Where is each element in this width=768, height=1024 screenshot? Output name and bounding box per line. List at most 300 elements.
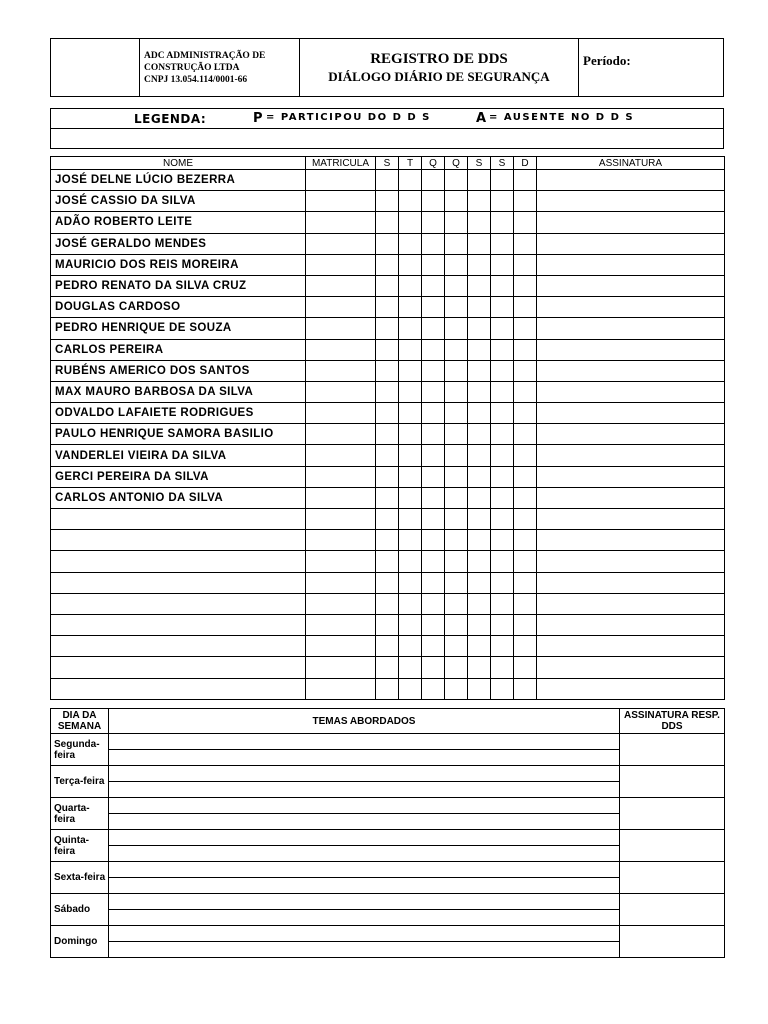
employee-name: CARLOS ANTONIO DA SILVA xyxy=(51,487,306,508)
attendance-day-cell[interactable] xyxy=(376,593,399,614)
attendance-day-cell[interactable] xyxy=(445,678,468,699)
attendance-day-cell[interactable] xyxy=(422,551,445,572)
responsible-signature-cell[interactable] xyxy=(620,734,725,766)
attendance-day-cell[interactable] xyxy=(514,530,537,551)
matricula-cell[interactable] xyxy=(306,614,376,635)
attendance-day-cell[interactable] xyxy=(445,254,468,275)
responsible-signature-cell[interactable] xyxy=(620,766,725,798)
table-row xyxy=(51,297,725,318)
attendance-day-cell[interactable] xyxy=(514,614,537,635)
attendance-day-cell[interactable] xyxy=(399,339,422,360)
attendance-day-cell[interactable] xyxy=(514,572,537,593)
weekday-label: Domingo xyxy=(51,926,109,958)
attendance-day-cell[interactable] xyxy=(422,678,445,699)
attendance-day-cell[interactable] xyxy=(468,318,491,339)
matricula-cell[interactable] xyxy=(306,424,376,445)
attendance-day-cell[interactable] xyxy=(514,636,537,657)
attendance-day-cell[interactable] xyxy=(399,445,422,466)
attendance-day-cell[interactable] xyxy=(422,466,445,487)
col-temas: TEMAS ABORDADOS xyxy=(109,709,620,734)
attendance-day-cell[interactable] xyxy=(445,509,468,530)
attendance-day-cell[interactable] xyxy=(491,170,514,191)
attendance-day-cell[interactable] xyxy=(491,593,514,614)
attendance-day-cell[interactable] xyxy=(399,636,422,657)
attendance-day-cell[interactable] xyxy=(491,233,514,254)
attendance-day-cell[interactable] xyxy=(514,678,537,699)
attendance-day-cell[interactable] xyxy=(422,360,445,381)
signature-cell[interactable] xyxy=(537,254,725,275)
col-day-ter: T xyxy=(399,157,422,170)
theme-line[interactable] xyxy=(109,750,620,766)
attendance-day-cell[interactable] xyxy=(376,381,399,402)
attendance-day-cell[interactable] xyxy=(468,445,491,466)
employee-name xyxy=(51,530,306,551)
attendance-day-cell[interactable] xyxy=(445,275,468,296)
signature-cell[interactable] xyxy=(537,551,725,572)
signature-cell[interactable] xyxy=(537,487,725,508)
attendance-day-cell[interactable] xyxy=(514,191,537,212)
matricula-cell[interactable] xyxy=(306,191,376,212)
theme-line[interactable] xyxy=(109,814,620,830)
attendance-day-cell[interactable] xyxy=(491,360,514,381)
attendance-day-cell[interactable] xyxy=(376,678,399,699)
attendance-day-cell[interactable] xyxy=(514,466,537,487)
employee-name xyxy=(51,614,306,635)
attendance-day-cell[interactable] xyxy=(399,424,422,445)
attendance-day-cell[interactable] xyxy=(514,403,537,424)
attendance-day-cell[interactable] xyxy=(376,551,399,572)
attendance-day-cell[interactable] xyxy=(376,657,399,678)
attendance-day-cell[interactable] xyxy=(399,212,422,233)
attendance-day-cell[interactable] xyxy=(376,466,399,487)
attendance-day-cell[interactable] xyxy=(445,466,468,487)
matricula-cell[interactable] xyxy=(306,212,376,233)
attendance-day-cell[interactable] xyxy=(422,275,445,296)
signature-cell[interactable] xyxy=(537,509,725,530)
company-name-line1: ADC ADMINISTRAÇÃO DE xyxy=(144,50,266,61)
attendance-day-cell[interactable] xyxy=(468,170,491,191)
attendance-day-cell[interactable] xyxy=(376,360,399,381)
table-row xyxy=(51,487,725,508)
attendance-day-cell[interactable] xyxy=(468,212,491,233)
col-day-sab: S xyxy=(491,157,514,170)
matricula-cell[interactable] xyxy=(306,593,376,614)
attendance-day-cell[interactable] xyxy=(468,678,491,699)
attendance-day-cell[interactable] xyxy=(422,509,445,530)
matricula-cell[interactable] xyxy=(306,381,376,402)
theme-line[interactable] xyxy=(109,894,620,910)
theme-line[interactable] xyxy=(109,878,620,894)
attendance-day-cell[interactable] xyxy=(399,572,422,593)
attendance-day-cell[interactable] xyxy=(514,657,537,678)
attendance-day-cell[interactable] xyxy=(468,509,491,530)
attendance-day-cell[interactable] xyxy=(399,275,422,296)
legend-p-key: P xyxy=(253,111,263,126)
attendance-day-cell[interactable] xyxy=(422,657,445,678)
theme-line[interactable] xyxy=(109,782,620,798)
logo-cell xyxy=(51,39,140,97)
table-row xyxy=(51,572,725,593)
attendance-day-cell[interactable] xyxy=(491,445,514,466)
attendance-day-cell[interactable] xyxy=(514,445,537,466)
attendance-day-cell[interactable] xyxy=(445,445,468,466)
attendance-day-cell[interactable] xyxy=(468,551,491,572)
attendance-day-cell[interactable] xyxy=(422,191,445,212)
attendance-day-cell[interactable] xyxy=(422,297,445,318)
weekday-label: Sábado xyxy=(51,894,109,926)
weekday-label: Quinta-feira xyxy=(51,830,109,862)
table-row xyxy=(51,233,725,254)
attendance-day-cell[interactable] xyxy=(422,233,445,254)
col-assinatura-resp: ASSINATURA RESP. DDS xyxy=(620,709,725,734)
signature-cell[interactable] xyxy=(537,424,725,445)
company-name-line2: CONSTRUÇÃO LTDA xyxy=(144,62,240,73)
weekday-label: Terça-feira xyxy=(51,766,109,798)
signature-cell[interactable] xyxy=(537,445,725,466)
attendance-day-cell[interactable] xyxy=(399,678,422,699)
responsible-signature-cell[interactable] xyxy=(620,798,725,830)
attendance-day-cell[interactable] xyxy=(445,424,468,445)
attendance-day-cell[interactable] xyxy=(376,275,399,296)
signature-cell[interactable] xyxy=(537,191,725,212)
attendance-day-cell[interactable] xyxy=(514,275,537,296)
signature-cell[interactable] xyxy=(537,212,725,233)
attendance-day-cell[interactable] xyxy=(376,614,399,635)
employee-name xyxy=(51,593,306,614)
attendance-day-cell[interactable] xyxy=(468,275,491,296)
weekday-row xyxy=(51,766,725,782)
attendance-day-cell[interactable] xyxy=(491,212,514,233)
col-day-sex: S xyxy=(468,157,491,170)
signature-cell[interactable] xyxy=(537,381,725,402)
attendance-day-cell[interactable] xyxy=(376,445,399,466)
attendance-day-cell[interactable] xyxy=(399,403,422,424)
attendance-day-cell[interactable] xyxy=(468,572,491,593)
responsible-signature-cell[interactable] xyxy=(620,862,725,894)
signature-cell[interactable] xyxy=(537,360,725,381)
attendance-day-cell[interactable] xyxy=(376,170,399,191)
attendance-day-cell[interactable] xyxy=(376,487,399,508)
legend-label: LEGENDA: xyxy=(134,112,207,126)
matricula-cell[interactable] xyxy=(306,678,376,699)
attendance-day-cell[interactable] xyxy=(491,572,514,593)
attendance-day-cell[interactable] xyxy=(376,403,399,424)
attendance-day-cell[interactable] xyxy=(491,487,514,508)
attendance-day-cell[interactable] xyxy=(422,318,445,339)
attendance-day-cell[interactable] xyxy=(445,593,468,614)
employee-name: MAX MAURO BARBOSA DA SILVA xyxy=(51,381,306,402)
attendance-day-cell[interactable] xyxy=(445,381,468,402)
attendance-day-cell[interactable] xyxy=(399,381,422,402)
legend-blank-row[interactable] xyxy=(51,129,724,149)
table-row xyxy=(51,530,725,551)
matricula-cell[interactable] xyxy=(306,318,376,339)
attendance-day-cell[interactable] xyxy=(399,487,422,508)
attendance-day-cell[interactable] xyxy=(376,636,399,657)
attendance-day-cell[interactable] xyxy=(445,403,468,424)
attendance-day-cell[interactable] xyxy=(422,212,445,233)
attendance-day-cell[interactable] xyxy=(514,424,537,445)
attendance-day-cell[interactable] xyxy=(399,593,422,614)
attendance-day-cell[interactable] xyxy=(422,636,445,657)
attendance-day-cell[interactable] xyxy=(514,509,537,530)
attendance-day-cell[interactable] xyxy=(514,593,537,614)
attendance-day-cell[interactable] xyxy=(491,657,514,678)
weekly-topics-table xyxy=(50,708,725,958)
responsible-signature-cell[interactable] xyxy=(620,926,725,958)
theme-line[interactable] xyxy=(109,910,620,926)
signature-cell[interactable] xyxy=(537,572,725,593)
attendance-day-cell[interactable] xyxy=(468,466,491,487)
table-row xyxy=(51,593,725,614)
matricula-cell[interactable] xyxy=(306,636,376,657)
attendance-day-cell[interactable] xyxy=(422,381,445,402)
matricula-cell[interactable] xyxy=(306,487,376,508)
col-matricula: MATRICULA xyxy=(306,157,376,170)
attendance-day-cell[interactable] xyxy=(445,318,468,339)
responsible-signature-cell[interactable] xyxy=(620,894,725,926)
attendance-day-cell[interactable] xyxy=(399,657,422,678)
table-row xyxy=(51,678,725,699)
attendance-day-cell[interactable] xyxy=(399,360,422,381)
attendance-day-cell[interactable] xyxy=(376,572,399,593)
matricula-cell[interactable] xyxy=(306,551,376,572)
attendance-day-cell[interactable] xyxy=(399,297,422,318)
theme-line[interactable] xyxy=(109,798,620,814)
attendance-day-cell[interactable] xyxy=(399,614,422,635)
attendance-day-cell[interactable] xyxy=(514,254,537,275)
theme-line[interactable] xyxy=(109,942,620,958)
attendance-day-cell[interactable] xyxy=(468,381,491,402)
attendance-day-cell[interactable] xyxy=(422,403,445,424)
table-row xyxy=(51,403,725,424)
signature-cell[interactable] xyxy=(537,614,725,635)
attendance-day-cell[interactable] xyxy=(445,487,468,508)
attendance-day-cell[interactable] xyxy=(422,614,445,635)
attendance-day-cell[interactable] xyxy=(468,297,491,318)
employee-name: RUBÉNS AMERICO DOS SANTOS xyxy=(51,360,306,381)
matricula-cell[interactable] xyxy=(306,275,376,296)
attendance-day-cell[interactable] xyxy=(445,614,468,635)
attendance-day-cell[interactable] xyxy=(399,551,422,572)
attendance-day-cell[interactable] xyxy=(468,530,491,551)
attendance-day-cell[interactable] xyxy=(468,593,491,614)
signature-cell[interactable] xyxy=(537,593,725,614)
attendance-day-cell[interactable] xyxy=(445,360,468,381)
matricula-cell[interactable] xyxy=(306,360,376,381)
attendance-day-cell[interactable] xyxy=(399,191,422,212)
col-assinatura: ASSINATURA xyxy=(537,157,725,170)
attendance-day-cell[interactable] xyxy=(399,170,422,191)
attendance-day-cell[interactable] xyxy=(491,318,514,339)
matricula-cell[interactable] xyxy=(306,445,376,466)
attendance-day-cell[interactable] xyxy=(376,318,399,339)
attendance-day-cell[interactable] xyxy=(514,360,537,381)
document-title xyxy=(300,39,579,97)
signature-cell[interactable] xyxy=(537,530,725,551)
attendance-day-cell[interactable] xyxy=(514,170,537,191)
matricula-cell[interactable] xyxy=(306,403,376,424)
attendance-day-cell[interactable] xyxy=(514,318,537,339)
employee-name: ADÃO ROBERTO LEITE xyxy=(51,212,306,233)
theme-line[interactable] xyxy=(109,846,620,862)
attendance-day-cell[interactable] xyxy=(399,318,422,339)
legend-p-text: = PARTICIPOU DO D D S xyxy=(266,112,431,123)
attendance-day-cell[interactable] xyxy=(514,551,537,572)
signature-cell[interactable] xyxy=(537,297,725,318)
attendance-day-cell[interactable] xyxy=(445,636,468,657)
table-row xyxy=(51,339,725,360)
attendance-day-cell[interactable] xyxy=(468,487,491,508)
attendance-day-cell[interactable] xyxy=(468,191,491,212)
matricula-cell[interactable] xyxy=(306,297,376,318)
attendance-day-cell[interactable] xyxy=(491,381,514,402)
attendance-day-cell[interactable] xyxy=(422,593,445,614)
attendance-day-cell[interactable] xyxy=(445,339,468,360)
theme-line[interactable] xyxy=(109,862,620,878)
theme-line[interactable] xyxy=(109,734,620,750)
attendance-day-cell[interactable] xyxy=(468,403,491,424)
attendance-day-cell[interactable] xyxy=(422,530,445,551)
attendance-day-cell[interactable] xyxy=(445,170,468,191)
attendance-day-cell[interactable] xyxy=(514,297,537,318)
theme-line[interactable] xyxy=(109,766,620,782)
attendance-day-cell[interactable] xyxy=(491,636,514,657)
attendance-day-cell[interactable] xyxy=(445,530,468,551)
attendance-day-cell[interactable] xyxy=(491,614,514,635)
attendance-day-cell[interactable] xyxy=(376,254,399,275)
matricula-cell[interactable] xyxy=(306,170,376,191)
attendance-day-cell[interactable] xyxy=(514,381,537,402)
employee-name: JOSÉ GERALDO MENDES xyxy=(51,233,306,254)
attendance-day-cell[interactable] xyxy=(491,191,514,212)
theme-line[interactable] xyxy=(109,830,620,846)
matricula-cell[interactable] xyxy=(306,657,376,678)
attendance-day-cell[interactable] xyxy=(376,212,399,233)
matricula-cell[interactable] xyxy=(306,530,376,551)
attendance-day-cell[interactable] xyxy=(445,551,468,572)
attendance-day-cell[interactable] xyxy=(399,466,422,487)
attendance-day-cell[interactable] xyxy=(491,254,514,275)
attendance-day-cell[interactable] xyxy=(422,170,445,191)
attendance-day-cell[interactable] xyxy=(376,191,399,212)
table-row xyxy=(51,636,725,657)
attendance-day-cell[interactable] xyxy=(514,339,537,360)
attendance-day-cell[interactable] xyxy=(468,233,491,254)
attendance-day-cell[interactable] xyxy=(491,509,514,530)
attendance-day-cell[interactable] xyxy=(399,254,422,275)
attendance-day-cell[interactable] xyxy=(491,297,514,318)
matricula-cell[interactable] xyxy=(306,509,376,530)
col-day-qua: Q xyxy=(422,157,445,170)
attendance-day-cell[interactable] xyxy=(422,572,445,593)
company-info xyxy=(140,39,300,97)
attendance-day-cell[interactable] xyxy=(514,233,537,254)
attendance-day-cell[interactable] xyxy=(376,297,399,318)
matricula-cell[interactable] xyxy=(306,254,376,275)
signature-cell[interactable] xyxy=(537,275,725,296)
table-row xyxy=(51,360,725,381)
attendance-day-cell[interactable] xyxy=(445,657,468,678)
attendance-day-cell[interactable] xyxy=(468,254,491,275)
employee-name xyxy=(51,509,306,530)
attendance-day-cell[interactable] xyxy=(399,509,422,530)
signature-cell[interactable] xyxy=(537,339,725,360)
attendance-day-cell[interactable] xyxy=(468,424,491,445)
attendance-day-cell[interactable] xyxy=(422,445,445,466)
attendance-day-cell[interactable] xyxy=(468,339,491,360)
attendance-day-cell[interactable] xyxy=(491,403,514,424)
employee-name: ODVALDO LAFAIETE RODRIGUES xyxy=(51,403,306,424)
attendance-day-cell[interactable] xyxy=(399,530,422,551)
table-row xyxy=(51,318,725,339)
attendance-day-cell[interactable] xyxy=(376,424,399,445)
attendance-day-cell[interactable] xyxy=(468,614,491,635)
attendance-day-cell[interactable] xyxy=(468,636,491,657)
attendance-day-cell[interactable] xyxy=(376,233,399,254)
col-day-seg: S xyxy=(376,157,399,170)
attendance-day-cell[interactable] xyxy=(514,212,537,233)
attendance-day-cell[interactable] xyxy=(445,233,468,254)
attendance-day-cell[interactable] xyxy=(422,254,445,275)
signature-cell[interactable] xyxy=(537,403,725,424)
employee-name xyxy=(51,657,306,678)
attendance-day-cell[interactable] xyxy=(491,530,514,551)
signature-cell[interactable] xyxy=(537,657,725,678)
matricula-cell[interactable] xyxy=(306,233,376,254)
attendance-day-cell[interactable] xyxy=(491,275,514,296)
legend-row xyxy=(51,109,724,129)
periodo-field[interactable] xyxy=(579,39,724,97)
attendance-day-cell[interactable] xyxy=(376,339,399,360)
attendance-day-cell[interactable] xyxy=(376,530,399,551)
attendance-day-cell[interactable] xyxy=(422,487,445,508)
signature-cell[interactable] xyxy=(537,318,725,339)
signature-cell[interactable] xyxy=(537,636,725,657)
attendance-day-cell[interactable] xyxy=(491,678,514,699)
attendance-day-cell[interactable] xyxy=(491,339,514,360)
attendance-day-cell[interactable] xyxy=(399,233,422,254)
theme-line[interactable] xyxy=(109,926,620,942)
attendance-day-cell[interactable] xyxy=(376,509,399,530)
attendance-day-cell[interactable] xyxy=(445,191,468,212)
attendance-day-cell[interactable] xyxy=(491,424,514,445)
attendance-day-cell[interactable] xyxy=(445,572,468,593)
signature-cell[interactable] xyxy=(537,466,725,487)
matricula-cell[interactable] xyxy=(306,339,376,360)
signature-cell[interactable] xyxy=(537,233,725,254)
weekly-header xyxy=(51,709,725,734)
signature-cell[interactable] xyxy=(537,170,725,191)
attendance-day-cell[interactable] xyxy=(445,297,468,318)
responsible-signature-cell[interactable] xyxy=(620,830,725,862)
matricula-cell[interactable] xyxy=(306,466,376,487)
attendance-day-cell[interactable] xyxy=(445,212,468,233)
attendance-day-cell[interactable] xyxy=(491,466,514,487)
weekday-row xyxy=(51,894,725,910)
matricula-cell[interactable] xyxy=(306,572,376,593)
signature-cell[interactable] xyxy=(537,678,725,699)
header-table xyxy=(50,38,724,97)
attendance-day-cell[interactable] xyxy=(422,424,445,445)
table-row xyxy=(51,657,725,678)
attendance-day-cell[interactable] xyxy=(491,551,514,572)
title-line2: DIÁLOGO DIÁRIO DE SEGURANÇA xyxy=(328,68,550,84)
attendance-day-cell[interactable] xyxy=(422,339,445,360)
attendance-day-cell[interactable] xyxy=(468,657,491,678)
attendance-day-cell[interactable] xyxy=(468,360,491,381)
attendance-day-cell[interactable] xyxy=(514,487,537,508)
